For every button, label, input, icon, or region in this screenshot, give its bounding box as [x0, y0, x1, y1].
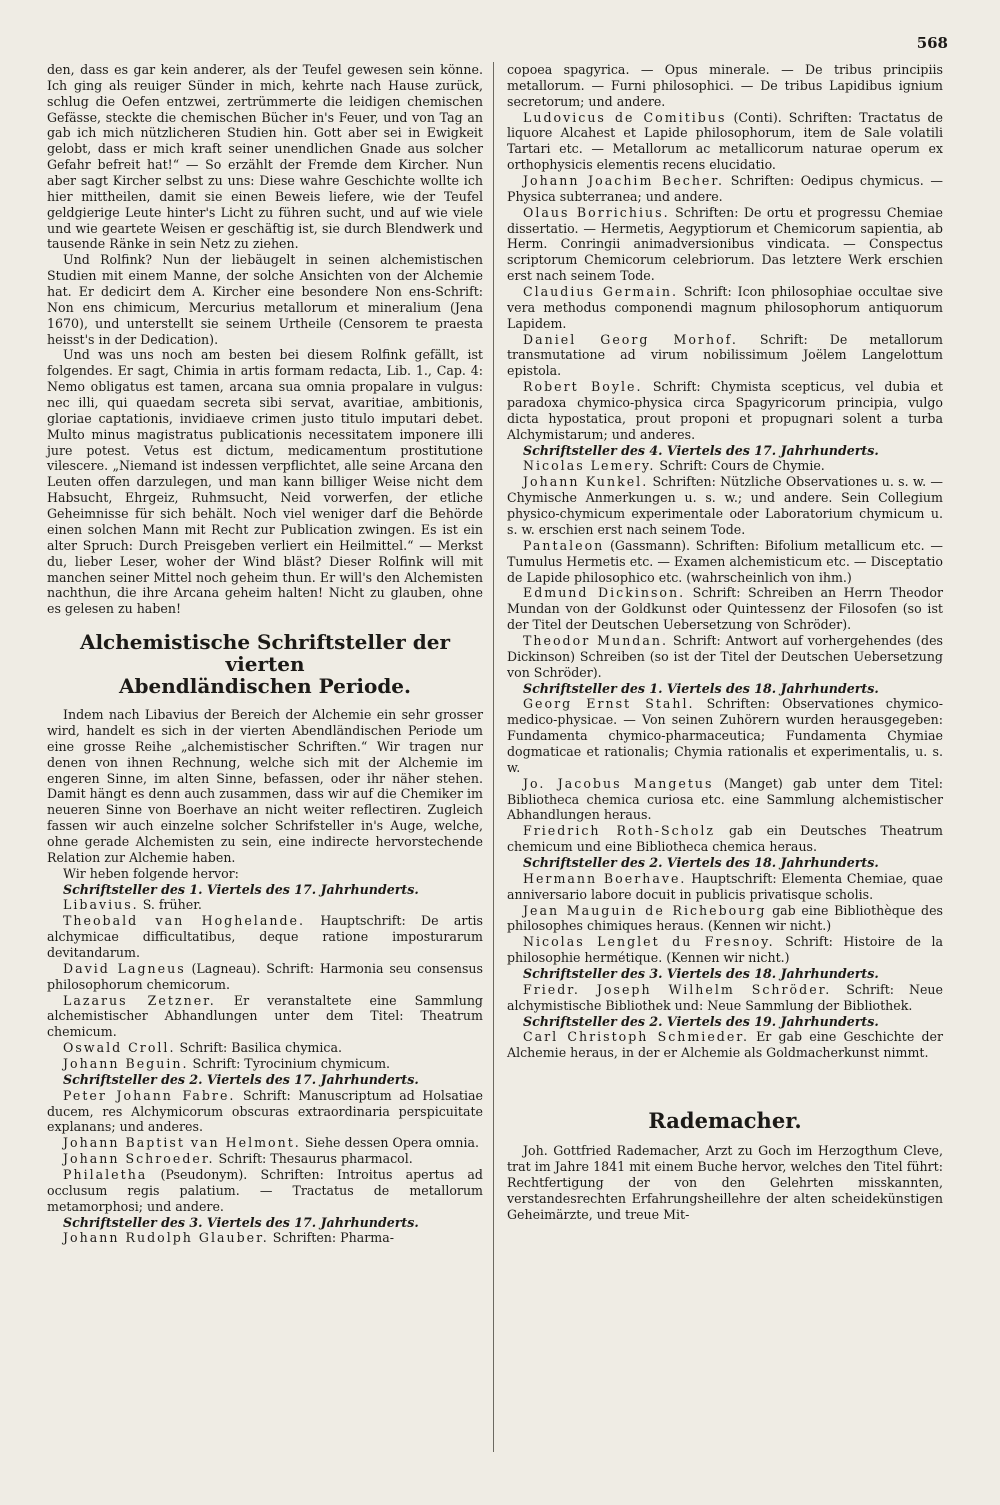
author-name: Nicolas Lenglet du Fresnoy.: [523, 934, 775, 950]
author-works: Schrift: Manuscriptum ad Holsatiae ducem, res Alchymicorum obscuras extraordinaria perspicuitate explanans; und anderes.: [47, 1087, 483, 1135]
author-works: S. früher.: [138, 897, 202, 913]
section-heading-line2: Abendländischen Periode.: [118, 674, 411, 699]
author-works: Schriften: Observationes chymico-medico-physicae. — Von seinen Zuhörern wurden herausgegeben: Fundamenta chymico-pharmaceutica; Fundamenta Chymiae dogmaticae et rationalis; Chymia rationalis et experimentalis, u. s. w.: [507, 696, 943, 775]
period-subheading: Schriftsteller des 1. Viertels des 18. Jahrhunderts.: [523, 680, 879, 696]
author-entry: [47, 1088, 483, 1136]
author-entry: [507, 982, 943, 1014]
author-entry: [507, 1029, 943, 1061]
author-entry: [47, 961, 483, 993]
author-entry: [47, 1040, 483, 1056]
author-entry: [507, 284, 943, 332]
author-entry: [507, 871, 943, 903]
author-works: Hauptschrift: De artis alchymicae difficultatibus, deque ratione imposturarum devitandarum.: [47, 913, 483, 960]
author-works: Er veranstaltete eine Sammlung alchemistischer Abhandlungen unter dem Titel: Theatrum chemicum.: [47, 992, 483, 1040]
author-entry: [47, 913, 483, 961]
author-entry: [47, 897, 483, 913]
author-entry: [47, 1230, 483, 1246]
author-list: [47, 882, 483, 1247]
section-heading-line1: Alchemistische Schriftsteller der vierten: [79, 630, 451, 677]
author-name: Hermann Boerhave.: [523, 870, 687, 886]
author-entry: [507, 633, 943, 681]
author-entry: [507, 696, 943, 775]
body-paragraph: Joh. Gottfried Rademacher, Arzt zu Goch im Herzogthum Cleve, trat im Jahre 1841 mit einem Buche hervor, welches den Titel führt: Rechtfertigung der von den Gelehrten misskannten, verstandesrechten Erfahrungsheillehre der alten scheidekünstigen Geheimärzte, und treue Mit-: [507, 1143, 943, 1222]
author-works: (Gassmann). Schriften: Bifolium metallicum etc. — Tumulus Hermetis etc. — Examen alchemisticum etc. — Disceptatio de Lapide philosophico etc. (wahrscheinlich von ihm.): [507, 537, 943, 585]
body-paragraph: Und was uns noch am besten bei diesem Rolfink gefällt, ist folgendes. Er sagt, Chimia in artis formam redacta, Lib. 1., Cap. 4: Nemo obligatus est tamen, arcana sua omnia propalare in vulgus: nec illi, qui quaedam secreta sibi servat, avaritiae, ambitionis, gloriae captationis, invidiaeve crimen justo titulo imputari debet. Multo minus magistratus publicationis necessitatem imponere illi jure potest. Vetus est dictum, medicamentum prostitutione vilescere. „Niemand ist indessen verpflichtet, alle seine Arcana den Leuten offen darzulegen, und man kann billiger Weise nicht dem Habsucht, Ehrgeiz, Ruhmsucht, Neid vorwerfen, der etliche Geheimnisse für sich behält. Noch viel weniger darf die Behörde einen solchen Mann mit Recht zur Publication zwingen. Es ist ein alter Spruch: Durch Preisgeben verliert ein Heilmittel.“ — Merkst du, lieber Leser, woher der Wind bläst? Dieser Rolfink will mit manchen seiner Mittel noch geheim thun. Er will's den Alchemisten nachthun, die ihre Arcana geheim halten! Nicht zu glauben, ohne es gelesen zu haben!: [47, 347, 483, 617]
author-works: Hauptschrift: Elementa Chemiae, quae anniversario labore docuit in publicis privatisque scholis.: [507, 870, 943, 902]
author-name: Peter Johann Fabre.: [63, 1087, 236, 1103]
author-works: Er gab eine Geschichte der Alchemie heraus, in der er Alchemie als Goldmacherkunst nimmt.: [507, 1029, 943, 1061]
author-name: Johann Rudolph Glauber.: [63, 1230, 269, 1246]
author-works: Schrift: Schreiben an Herrn Theodor Mundan von der Goldkunst oder Quintessenz der Filosofen (so ist der Titel der Deutschen Uebersetzung von Schröder).: [507, 585, 944, 633]
author-entry: [507, 474, 943, 537]
author-name: Robert Boyle.: [523, 379, 643, 395]
author-name: Johann Kunkel.: [523, 474, 649, 490]
author-works: (Lagneau). Schrift: Harmonia seu consensus philosophorum chemicorum.: [47, 960, 483, 992]
author-name: Theodor Mundan.: [523, 632, 668, 648]
author-works: Schrift: De metallorum transmutatione ad virum nobilissimum Joëlem Langelottum epistola.: [507, 331, 943, 379]
author-list: [507, 62, 943, 1061]
author-works: copoea spagyrica. — Opus minerale. — De tribus principiis metallorum. — Furni philosophici. — De tribus Lapidibus ignium secretorum; und andere.: [507, 62, 943, 109]
author-name: Johann Joachim Becher.: [523, 173, 725, 189]
author-works: Schrift: Icon philosophiae occultae sive vera methodus componendi magnum philosophorum antiquorum Lapidem.: [507, 284, 943, 331]
body-paragraph: den, dass es gar kein anderer, als der Teufel gewesen sein könne. Ich ging als reuiger Sünder in mich, kehrte nach Hause zurück, schlug die Oefen entzwei, zertrümmerte die leidigen chemischen Gefässe, steckte die chemischen Bücher in's Feuer, und von Tag an gab ich mich nützlicheren Studien hin. Gott aber sei in Ewigkeit gelobt, dass er mich kraft seiner unendlichen Gnade aus solcher Gefahr befreit hat!“ — So erzählt der Fremde dem Kircher. Nun aber sagt Kircher selbst zu uns: Diese wahre Geschichte wollte ich hier mittheilen, damit sie einen Beweis liefere, wie der Teufel geldgierige Leute hinter's Licht zu führen sucht, und auf wie viele und wie geartete Weisen er geschäftig ist, sie durch Blendwerk und tausende Ränke in sein Netz zu ziehen.: [47, 62, 483, 252]
author-name: Pantaleon: [523, 537, 605, 553]
author-entry: [47, 1151, 483, 1167]
author-entry: [507, 458, 943, 474]
author-entry: [47, 1056, 483, 1072]
author-entry: [47, 1135, 483, 1151]
author-name: Friedrich Roth-Scholz: [523, 823, 716, 839]
period-subheading: Schriftsteller des 3. Viertels des 17. Jahrhunderts.: [63, 1214, 419, 1230]
body-paragraph: Und Rolfink? Nun der liebäugelt in seinen alchemistischen Studien mit einem Manne, der solche Ansichten von der Alchemie hat. Er dedicirt dem A. Kircher eine besondere Non ens-Schrift: Non ens chimicum, Mercurius metallorum et mineralium (Jena 1670), und unterstellt sie seinem Urtheile (Censorem te praesta heisst's in der Dedication).: [47, 252, 483, 347]
right-column: [507, 62, 943, 1222]
author-name: Oswald Croll.: [63, 1040, 176, 1056]
author-name: Libavius.: [63, 897, 139, 913]
author-entry: [507, 205, 943, 284]
author-name: Johann Schroeder.: [63, 1151, 215, 1167]
author-entry: [507, 776, 943, 824]
author-name: Theobald van Hoghelande.: [63, 913, 305, 929]
intro-emphasis: Wir heben folgende hervor:: [63, 865, 239, 881]
author-name: Friedr. Joseph Wilhelm Schröder.: [523, 981, 832, 997]
period-subheading: Schriftsteller des 2. Viertels des 19. Jahrhunderts.: [523, 1013, 879, 1029]
author-name: Ludovicus de Comitibus: [523, 109, 727, 125]
author-entry: [507, 62, 943, 110]
column-divider: [493, 62, 494, 1452]
author-entry: [47, 993, 483, 1041]
author-works: Schriften: Oedipus chymicus. — Physica subterranea; und andere.: [507, 173, 944, 204]
author-works: Schriften: De ortu et progressu Chemiae dissertatio. — Hermetis, Aegyptiorum et Chemicorum sapientia, ab Herm. Conringii animadversionibus vindicata. — Conspectus scriptorum Chemicorum celebriorum. Das letztere Werk erschien erst nach seinem Tode.: [507, 204, 943, 284]
author-entry: [507, 538, 943, 586]
author-works: Schrift: Basilica chymica.: [175, 1040, 342, 1056]
author-name: Jo. Jacobus Mangetus: [523, 775, 714, 791]
period-subheading: Schriftsteller des 2. Viertels des 17. Jahrhunderts.: [63, 1071, 419, 1087]
author-name: Lazarus Zetzner.: [63, 992, 216, 1008]
author-works: Siehe dessen Opera omnia.: [300, 1135, 480, 1151]
page-number: 568: [916, 34, 948, 52]
author-name: David Lagneus: [63, 960, 186, 976]
author-works: (Manget) gab unter dem Titel: Bibliotheca chemica curiosa etc. eine Sammlung alchemistischer Abhandlungen heraus.: [507, 775, 943, 823]
author-entry: [507, 903, 943, 935]
author-entry: [507, 379, 943, 442]
author-works: Schrift: Antwort auf vorhergehendes (des Dickinson) Schreiben (so ist der Titel der Deutschen Uebersetzung von Schröder).: [507, 632, 943, 680]
author-name: Olaus Borrichius.: [523, 204, 670, 220]
author-name: Johann Baptist van Helmont.: [63, 1135, 301, 1151]
author-works: (Conti). Schriften: Tractatus de liquore Alcahest et Lapide philosophorum, item de Sale volatili Tartari etc. — Metallorum ac metallicorum naturae operum ex orthophysicis elementis recens elucidatio.: [507, 109, 943, 173]
period-subheading: Schriftsteller des 2. Viertels des 18. Jahrhunderts.: [523, 854, 879, 870]
section-heading: [47, 631, 483, 697]
author-entry: [507, 173, 943, 205]
intro-paragraph: Indem nach Libavius der Bereich der Alchemie ein sehr grosser wird, handelt es sich in der vierten Abendländischen Periode um eine grosse Reihe „alchemistischer Schriften.“ Wir tragen nur denen von ihnen Rechnung, welche sich mit der Alchemie im engeren Sinne, im alten Sinne, befassen, oder ihr näher stehen. Damit hängt es denn auch zusammen, dass wir auf die Chemiker im neueren Sinne von Boerhave an nicht weiter reflectiren. Zugleich fassen wir auch einzelne solcher Schrifsteller in's Auge, welche, ohne gerade Alchemisten zu sein, eine indirecte hervorstechende Relation zur Alchemie haben.: [47, 707, 483, 865]
author-works: Schrift: Cours de Chymie.: [655, 458, 825, 474]
author-works: Schriften: Pharma-: [268, 1230, 394, 1246]
author-name: Nicolas Lemery.: [523, 458, 656, 474]
author-works: Schrift: Thesaurus pharmacol.: [214, 1151, 413, 1167]
author-works: (Pseudonym). Schriften: Introitus apertus ad occlusum regis palatium. — Tractatus de metallorum metamorphosi; und andere.: [47, 1167, 483, 1214]
author-works: Schriften: Nützliche Observationes u. s. w. — Chymische Anmerkungen u. s. w.; und andere. Sein Collegium physico-chymicum experimentale oder Laboratorium chymicum u. s. w. erschien erst nach seinem Tode.: [507, 474, 943, 537]
author-name: Johann Beguin.: [63, 1055, 189, 1071]
author-works: Schrift: Tyrocinium chymicum.: [188, 1055, 391, 1071]
author-works: gab ein Deutsches Theatrum chemicum und eine Bibliotheca chemica heraus.: [507, 823, 943, 855]
author-works: gab eine Bibliothèque des philosophes chimiques heraus. (Kennen wir nicht.): [507, 902, 943, 934]
author-entry: [47, 1167, 483, 1215]
author-entry: [507, 110, 943, 173]
author-entry: [507, 332, 943, 380]
author-works: Schrift: Histoire de la philosophie hermétique. (Kennen wir nicht.): [507, 934, 943, 966]
period-subheading: Schriftsteller des 1. Viertels des 17. Jahrhunderts.: [63, 881, 419, 897]
period-subheading: Schriftsteller des 3. Viertels des 18. Jahrhunderts.: [523, 965, 879, 981]
period-subheading: Schriftsteller des 4. Viertels des 17. Jahrhunderts.: [523, 442, 879, 458]
author-name: Edmund Dickinson.: [523, 585, 686, 601]
author-name: Georg Ernst Stahl.: [523, 696, 695, 712]
author-name: Carl Christoph Schmieder.: [523, 1029, 749, 1045]
section-heading-rademacher: Rademacher.: [648, 1108, 802, 1134]
author-name: Claudius Germain.: [523, 284, 678, 300]
author-entry: [507, 585, 943, 633]
author-name: Daniel Georg Morhof.: [523, 331, 738, 347]
author-entry: [507, 823, 943, 855]
author-name: Philaletha: [63, 1167, 148, 1182]
author-works: Schrift: Neue alchymistische Bibliothek und: Neue Sammlung der Bibliothek.: [507, 981, 943, 1013]
author-name: Jean Mauguin de Richebourg: [523, 902, 767, 918]
author-entry: [507, 934, 943, 966]
left-column: [47, 62, 483, 1246]
author-works: Schrift: Chymista scepticus, vel dubia et paradoxa chymico-physica circa Spagyricorum principia, vulgo dicta hypostatica, prout proponi et propugnari solent a turba Alchymistarum; und anderes.: [507, 379, 943, 442]
